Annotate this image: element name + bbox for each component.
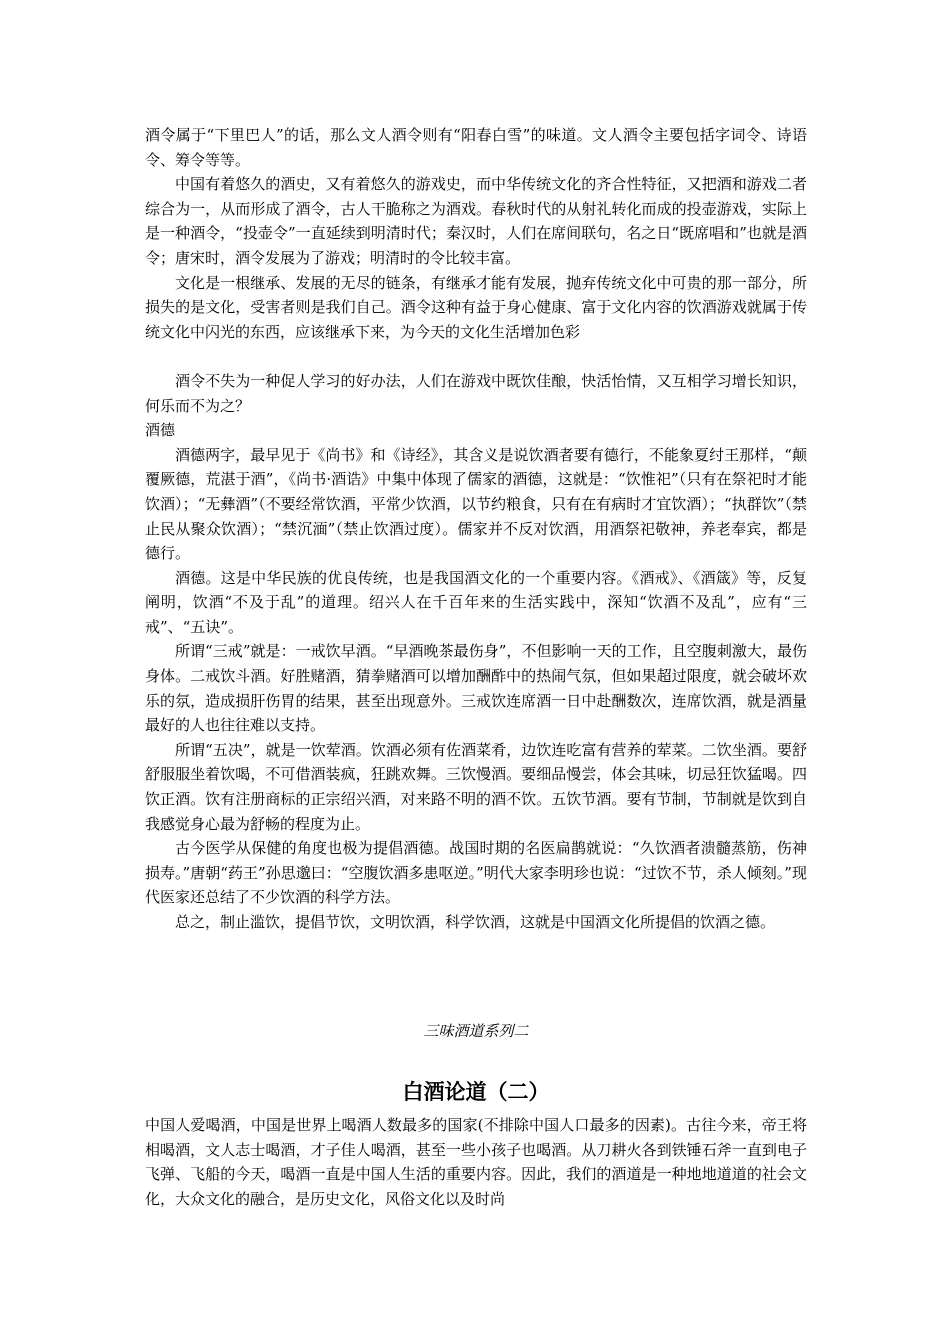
paragraph: 文化是一根继承、发展的无尽的链条，有继承才能有发展，抛弃传统文化中可贵的那一部分，所损失的是文化，受害者则是我们自己。酒令这种有益于身心健康、富于文化内容的饮酒游戏就属于传统文化中闪光的东西，应该继承下来，为今天的文化生活增加色彩: [145, 273, 807, 341]
paragraph: 所谓“三戒”就是：一戒饮早酒。“早酒晚茶最伤身”，不但影响一天的工作，且空腹刺激大，最伤身体。二戒饮斗酒。好胜赌酒，猜拳赌酒可以增加酬酢中的热闹气氛，但如果超过限度，就会破坏欢乐的氛，造成损肝伤胃的结果，甚至出现意外。三戒饮连席酒一日中赴酬数次，连席饮酒，就是酒量最好的人也往往难以支持。: [145, 642, 807, 735]
paragraph: 酒德。这是中华民族的优良传统，也是我国酒文化的一个重要内容。《酒戒》、《酒箴》等，反复阐明，饮酒“不及于乱”的道理。绍兴人在千百年来的生活实践中，深知“饮酒不及乱”，应有“三戒”、“五诀”。: [145, 568, 807, 636]
paragraph: 酒令不失为一种促人学习的好办法，人们在游戏中既饮佳酿，快活怡情，又互相学习增长知识，何乐而不为之？: [145, 371, 807, 415]
document-page: [145, 123, 807, 1208]
paragraph: 古今医学从保健的角度也极为提倡酒德。战国时期的名医扁鹊就说：“久饮酒者溃髓蒸筋，伤神损寿。”唐朝“药王”孙思邈曰：“空腹饮酒多患呕逆。”明代大家李明珍也说：“过饮不节，杀人倾刻。”现代医家还总结了不少饮酒的科学方法。: [145, 839, 807, 907]
paragraph: 所谓“五决”，就是一饮荤酒。饮酒必须有佐酒菜肴，边饮连吃富有营养的荤菜。二饮坐酒。要舒舒服服坐着饮喝，不可借酒装疯，狂跳欢舞。三饮慢酒。要细品慢尝，体会其味，切忌狂饮猛喝。四饮正酒。饮有注册商标的正宗绍兴酒，对来路不明的酒不饮。五饮节酒。要有节制，节制就是饮到自我感觉身心最为舒畅的程度为止。: [145, 740, 807, 833]
paragraph: 酒令属于“下里巴人”的话，那么文人酒令则有“阳春白雪”的味道。文人酒令主要包括字词令、诗语令、筹令等等。: [145, 126, 807, 169]
body-text-top: [145, 123, 807, 344]
paragraph: 中国人爱喝酒，中国是世界上喝酒人数最多的国家(不排除中国人口最多的因素)。古往今来，帝王将相喝酒，文人志士喝酒，才子佳人喝酒，甚至一些小孩子也喝酒。从刀耕火各到铁锤石斧一直到电子飞弹、飞船的今天，喝酒一直是中国人生活的重要内容。因此，我们的酒道是一种地地道道的社会文化，大众文化的融合，是历史文化，风俗文化以及时尚: [145, 1116, 807, 1208]
paragraph: 总之，制止滥饮，提倡节饮，文明饮酒，科学饮酒，这就是中国酒文化所提倡的饮酒之德。: [175, 913, 776, 931]
body-text-middle: [145, 369, 807, 935]
paragraph: 中国有着悠久的酒史，又有着悠久的游戏史，而中华传统文化的齐合性特征，又把酒和游戏二者综合为一，从而形成了酒令，古人干脆称之为酒戏。春秋时代的从射礼转化而成的投壶游戏，实际上是一种酒令，“投壶令”一直延续到明清时代；秦汉时，人们在席间联句，名之日“既席唱和”也就是酒令；唐宋时，酒令发展为了游戏；明清时的令比较丰富。: [145, 175, 807, 267]
paragraph: 酒德两字，最早见于《尚书》和《诗经》，其含义是说饮酒者要有德行，不能象夏纣王那样，“颠覆厥德，荒湛于酒”，《尚书·酒诰》中集中体现了儒家的酒德，这就是：“饮惟祀”（只有在祭祀时才能饮酒）；“无彝酒”（不要经常饮酒，平常少饮酒，以节约粮食，只有在有病时才宜饮酒）；“执群饮”（禁止民从聚众饮酒）；“禁沉湎”（禁止饮酒过度）。儒家并不反对饮酒，用酒祭祀敬神，养老奉宾，都是德行。: [145, 445, 807, 563]
series-subtitle: 三味酒道系列二: [423, 1022, 529, 1040]
article-title: 白酒论道（二）: [402, 1080, 550, 1104]
body-text-bottom: [145, 1113, 807, 1211]
section-heading-jiude: 酒德: [145, 421, 176, 440]
blank-line: [145, 344, 807, 369]
